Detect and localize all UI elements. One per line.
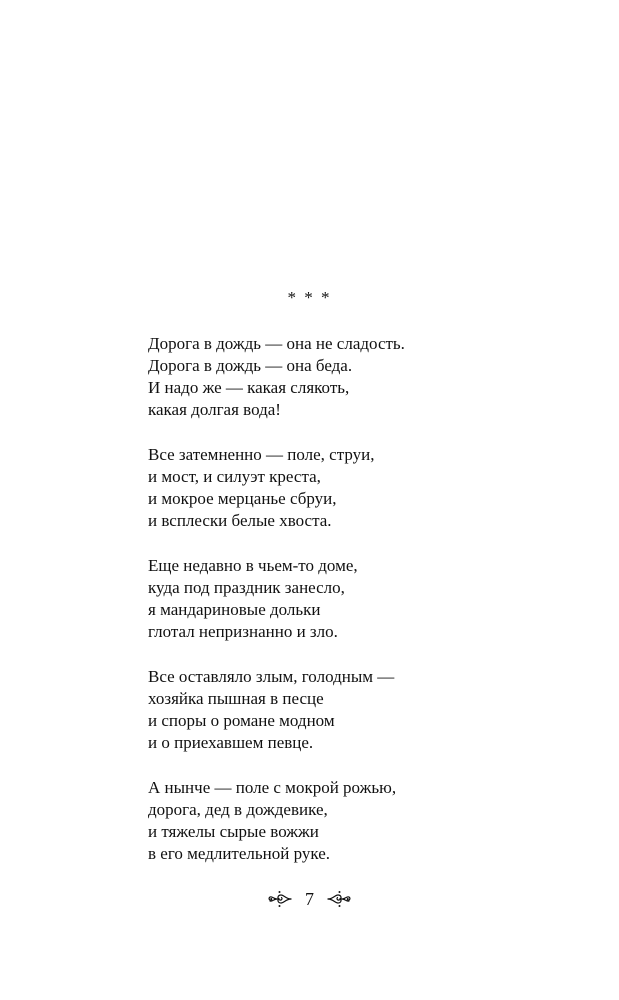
- poem-line: глотал непризнанно и зло.: [148, 622, 338, 641]
- poem-line: я мандариновые дольки: [148, 600, 321, 619]
- section-separator: * * *: [287, 288, 332, 307]
- poem-line: и всплески белые хвоста.: [148, 511, 332, 530]
- poem: [148, 333, 588, 888]
- stanza: [148, 333, 588, 421]
- page-footer: [0, 889, 619, 909]
- poem-line: Все оставляло злым, голодным —: [148, 667, 395, 686]
- flourish-ornament-icon: [326, 889, 352, 909]
- poem-line: и о приехавшем певце.: [148, 733, 314, 752]
- poem-line: Дорога в дождь — она беда.: [148, 356, 353, 375]
- stanza: [148, 555, 588, 643]
- poem-line: и споры о романе модном: [148, 711, 335, 730]
- page-number: 7: [305, 889, 314, 909]
- stanza: [148, 444, 588, 532]
- poem-line: И надо же — какая слякоть,: [148, 378, 350, 397]
- stanza: [148, 666, 588, 754]
- poem-line: хозяйка пышная в песце: [148, 689, 324, 708]
- poem-line: дорога, дед в дождевике,: [148, 800, 328, 819]
- poem-line: Еще недавно в чьем-то доме,: [148, 556, 358, 575]
- poem-line: Все затемненно — поле, струи,: [148, 445, 375, 464]
- poem-line: и мост, и силуэт креста,: [148, 467, 321, 486]
- poem-line: какая долгая вода!: [148, 400, 281, 419]
- poem-line: и мокрое мерцанье сбруи,: [148, 489, 337, 508]
- poem-line: и тяжелы сырые вожжи: [148, 822, 319, 841]
- poem-line: Дорога в дождь — она не сладость.: [148, 334, 405, 353]
- poem-line: куда под праздник занесло,: [148, 578, 345, 597]
- flourish-ornament-icon: [267, 889, 293, 909]
- stanza: [148, 777, 588, 865]
- poem-line: А нынче — поле с мокрой рожью,: [148, 778, 397, 797]
- poem-line: в его медлительной руке.: [148, 844, 330, 863]
